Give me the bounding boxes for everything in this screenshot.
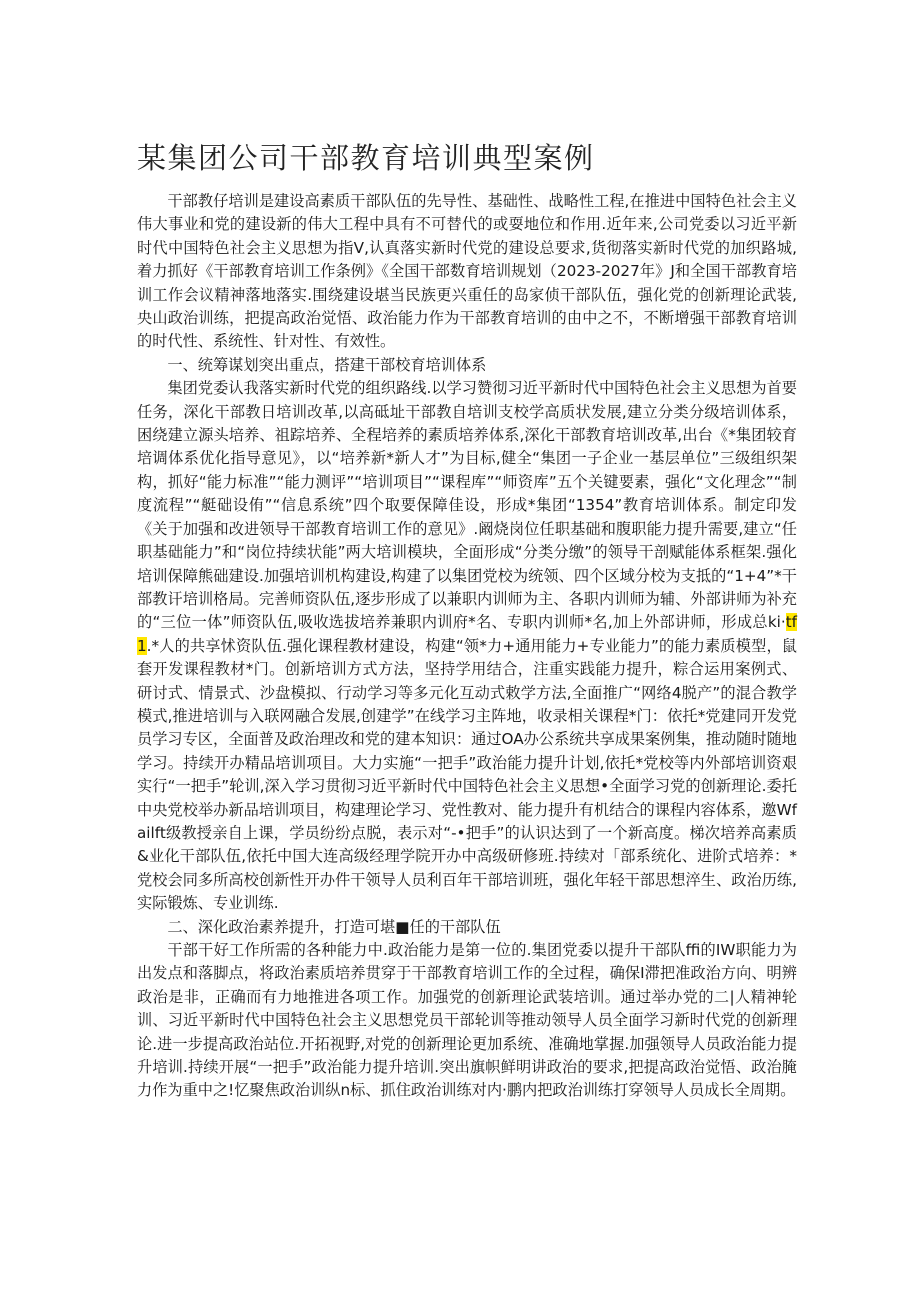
section-1-paragraph <box>137 377 797 915</box>
highlighted-text: tf1 <box>137 613 797 655</box>
document-title: 某集团公司干部教育培训典型案例 <box>137 141 595 175</box>
document-body <box>137 190 797 1103</box>
section-1-text-part-b: .*人的共享怵资队伍.强化课程教材建设，构建“领*力+通用能力+专业能力”的能力素质模型，鼠套开发课程教材*门。创新培训方式方法，坚持学用结合，注重实践能力提升，粽合运用案例式、研讨式、情景式、沙盘模拟、行动学习等多元化互动式敕学方法,全面推广“网络4脱产”的混合教学模式,推进培训与入联网融合发展,创建学”在线学习主阵地，收录相关课程*门：依托*党建同开发党员学习专区，全面普及政治理改和党的建本知识：通过OA办公系统共享成果案例集，推动随时随地学习。持续开办精品培训项目。大力实施“一把手”政治能力提升计划,依托*党校等内外部培训资艰实行“一把手”轮训,深入学习贯彻习近平新时代中国特色社会主义思想•全面学习党的创新理论.委托中央党校举办新品培训项目，构建理论学习、党性教对、能力提升有机结合的课程内容体系，邀Wfailft级教授亲自上课，学员纷纷点脱，表示对“-•把手”的认识达到了一个新高度。梯次培养高素质&业化干部队伍,依托中国大连高级经理学院开办中高级研修班.持续对「部系统化、进阶式培养：*党校会同多所高校创新性开办件干领导人员利百年干部培训班，强化年轻干部思想淬生、政治历练,实际锻炼、专业训练. <box>137 636 797 913</box>
section-1-heading: 一、统筹谋划突出重点，搭建干部校育培训体系 <box>167 355 487 374</box>
intro-paragraph: 干部教仔培训是建设高素质干部队伍的先导性、基础性、战略性工程,在推进中国特色社会主义伟大事业和党的建设新的伟大工程中具有不可替代的或耍地位和作用.近年来,公司党委以习近平新时代中国特色社会主义思想为指V,认真落实新时代党的建设总要求,货彻落实新时代党的加织路城,着力抓好《干部教育培训工作条例》《全国干部数育培训规划（2023-2027年》J和全国干部教育培训工作会议精神落地落实.围绕建设堪当民族更兴重任的岛家侦干部队伍，强化党的创新理论武装,央山政治训练，把提高政治觉悟、政治能力作为干部教育培训的由中之不，不断增强干部教育培训的时代性、系统性、针对性、有效性。 <box>137 192 797 351</box>
section-2-heading: 二、深化政治素养提升，打造可堪■任的干部队伍 <box>167 917 501 936</box>
section-2-paragraph: 干部干好工作所需的各种能力中.政治能力是第一位的.集团党委以提升干部队ffi的IW职能力为出发点和落脚点，将政治素质培养贯穿于干部教育培训工作的全过程，确保I滞把准政治方向、明辨政治是非，正确而有力地推进各项工作。加强党的创新理论武装培训。通过举办党的二|人精神轮训、习近平新时代中国特色社会主义思想党员干部轮训等推动领导人员全面学习新时代党的创新理论.进一步提高政治站位.开拓视野,对党的创新理论更加系统、准确地掌握.加强领导人员政治能力提升培训.持续开展“一把手”政治能力提升培训.突出旗帜鲜明讲政治的要求,把提高政治觉悟、政治腌力作为重中之!忆聚焦政治训纵n标、抓住政治训练对内·鹏内把政治训练打穿领导人员成长全周期。 <box>137 941 797 1100</box>
section-1-text-part-a: 集团党委认我落实新时代党的组织路线.以学习赞彻习近平新时代中国特色社会主义思想为首要任务，深化干部教日培训改革,以高砥址干部教自培训支校学高质状发展,建立分类分级培训体系，困绕建立源头培养、祖踪培养、全程培养的素质培养体系,深化干部教育培训改革,出台《*集团较育培调体系优化指导意见》，以“培养新*新人才”为目标,健全“集团一子企业一基层单位”三级组织架构，抓好“能力标准”“能力测评”“培训项目”“课程库”“师资库”五个关键要素，强化“文化理念”“制度流程”“艇础设侑”“信息系统”四个取要保障佳设，形成*集团“1354”教育培训体系。制定印发《关于加强和改进领导干部教育培训工作的意见》.阚烧岗位任职基础和腹职能力提升需要,建立“任职基础能力”和“岗位持续状能”两大培训模块，全面形成“分类分缴”的领导干剖赋能体系框架.强化培训保障熊础建设.加强培训机构建设,构建了以集团党校为统领、四个区域分校为支抵的“1+4”*干部教讦培训格局。完善师资队伍,逐步形成了以兼职内训师为主、各职内训师为辅、外部讲师为补充的“三位一体”师资队伍,吸收选拔培养兼职内训府*名、专职内训师*名,加上外部讲师，形成总ki· <box>137 379 797 632</box>
